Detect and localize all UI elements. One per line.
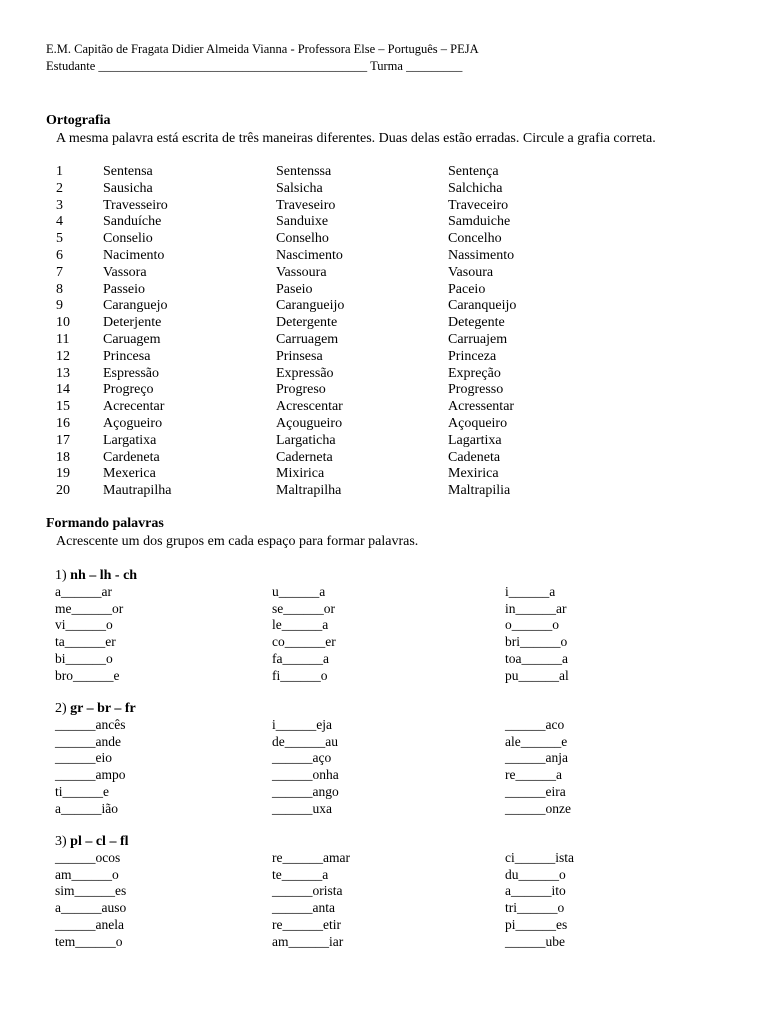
word-option-3[interactable]: Samduiche — [448, 214, 511, 230]
word-option-3[interactable]: Paceio — [448, 281, 486, 297]
fill-in-word[interactable]: ______anja — [505, 750, 568, 766]
ortografia-row — [0, 282, 768, 299]
ortografia-row — [0, 416, 768, 433]
fill-in-word[interactable]: tem______o — [55, 933, 123, 949]
ortografia-row — [0, 382, 768, 399]
row-number: 4 — [56, 214, 63, 230]
word-option-1[interactable]: Travesseiro — [103, 197, 168, 213]
row-number: 2 — [56, 180, 63, 196]
ortografia-row — [0, 366, 768, 383]
word-option-3[interactable]: Acressentar — [448, 399, 515, 415]
word-option-1[interactable]: Deterjente — [103, 315, 162, 331]
row-number: 8 — [56, 281, 63, 297]
fill-in-word[interactable]: a______ito — [505, 883, 566, 899]
group-title — [55, 701, 136, 717]
row-number: 9 — [56, 298, 63, 314]
word-option-2[interactable]: Mixirica — [276, 466, 325, 482]
ortografia-row — [0, 248, 768, 265]
fill-row — [0, 784, 768, 801]
word-option-1[interactable]: Vassora — [103, 264, 147, 280]
fill-in-word[interactable]: ______ande — [55, 733, 121, 749]
ortografia-row — [0, 265, 768, 282]
fill-in-word[interactable]: de______au — [272, 733, 338, 749]
word-option-3[interactable]: Caranqueijo — [448, 298, 517, 314]
word-option-2[interactable]: Sanduixe — [276, 214, 329, 230]
word-option-1[interactable]: Passeio — [103, 281, 145, 297]
fill-in-word[interactable]: a______auso — [55, 900, 127, 916]
fill-row — [0, 734, 768, 751]
group-letters: pl – cl – fl — [70, 834, 129, 849]
word-option-2[interactable]: Nascimento — [276, 248, 343, 263]
fill-row — [0, 917, 768, 934]
fill-in-word[interactable]: ______anela — [55, 916, 124, 932]
fill-row — [0, 601, 768, 618]
fill-in-word[interactable]: a______ar — [55, 584, 112, 599]
fill-row — [0, 883, 768, 900]
fill-in-word[interactable]: ______onha — [272, 767, 339, 783]
fill-in-word[interactable]: co______er — [272, 634, 336, 650]
word-option-1[interactable]: Açogueiro — [103, 416, 163, 431]
word-option-2[interactable]: Vassoura — [276, 264, 327, 280]
formando-instruction: Acrescente um dos grupos em cada espaço para formar palavras. — [56, 534, 419, 549]
row-number: 1 — [56, 164, 63, 179]
ortografia-row — [0, 450, 768, 467]
fill-row — [0, 767, 768, 784]
word-option-2[interactable]: Salsicha — [276, 180, 323, 196]
ortografia-row — [0, 231, 768, 248]
fill-row — [0, 900, 768, 917]
fill-in-word[interactable]: ______anta — [272, 900, 335, 916]
row-number: 11 — [56, 332, 70, 347]
fill-in-word[interactable]: o______o — [505, 617, 559, 633]
word-option-1[interactable]: Largatixa — [103, 432, 157, 448]
fill-in-word[interactable]: ______ube — [505, 933, 565, 949]
ortografia-row — [0, 433, 768, 450]
ortografia-row — [0, 315, 768, 332]
word-option-1[interactable]: Espressão — [103, 365, 159, 381]
ortografia-row — [0, 332, 768, 349]
fill-in-word[interactable]: i______a — [505, 584, 556, 599]
word-option-3[interactable]: Cadeneta — [448, 449, 501, 465]
fill-in-word[interactable]: am______iar — [272, 933, 344, 949]
ortografia-row — [0, 483, 768, 500]
fill-in-word[interactable]: bri______o — [505, 634, 568, 650]
word-option-2[interactable]: Traveseiro — [276, 197, 336, 213]
word-option-2[interactable]: Carruagem — [276, 332, 339, 347]
fill-in-word[interactable]: ______ampo — [55, 767, 126, 783]
word-option-1[interactable]: Progreço — [103, 382, 154, 398]
fill-row — [0, 651, 768, 668]
fill-in-word[interactable]: vi______o — [55, 617, 113, 633]
row-number: 6 — [56, 248, 63, 263]
school-header: E.M. Capitão de Fragata Didier Almeida Vianna - Professora Else – Português – PEJA — [46, 42, 479, 56]
row-number: 19 — [56, 466, 70, 482]
word-option-1[interactable]: Princesa — [103, 348, 151, 364]
group-number: 2) — [55, 701, 71, 716]
fill-in-word[interactable]: ______eira — [505, 783, 566, 799]
group-number: 3) — [55, 834, 71, 849]
row-number: 17 — [56, 432, 70, 448]
fill-in-word[interactable]: ci______ista — [505, 850, 574, 865]
word-option-2[interactable]: Carangueijo — [276, 298, 345, 314]
student-line: Estudante ___________________________________________ Turma _________ — [46, 59, 463, 73]
fill-in-word[interactable]: se______or — [272, 600, 335, 616]
word-option-2[interactable]: Expressão — [276, 365, 334, 381]
group-title — [55, 834, 129, 850]
word-option-3[interactable]: Sentença — [448, 164, 499, 179]
row-number: 20 — [56, 483, 70, 499]
word-option-1[interactable]: Nacimento — [103, 248, 165, 263]
word-option-3[interactable]: Carruajem — [448, 332, 508, 347]
word-option-1[interactable]: Acrecentar — [103, 399, 165, 415]
fill-in-word[interactable]: sim______es — [55, 883, 127, 899]
word-option-2[interactable]: Caderneta — [276, 449, 333, 465]
fill-in-word[interactable]: bro______e — [55, 667, 120, 683]
group-number: 1) — [55, 568, 71, 583]
group-letters: nh – lh - ch — [70, 568, 138, 583]
fill-in-word[interactable]: ______orista — [272, 883, 343, 899]
word-option-1[interactable]: Conselio — [103, 231, 153, 247]
fill-in-word[interactable]: pi______es — [505, 916, 568, 932]
fill-row — [0, 584, 768, 601]
fill-in-word[interactable]: ______aco — [505, 717, 565, 732]
ortografia-row — [0, 214, 768, 231]
word-option-2[interactable]: Paseio — [276, 281, 313, 297]
fill-in-word[interactable]: bi______o — [55, 650, 113, 666]
fill-in-word[interactable]: re______amar — [272, 850, 350, 865]
word-option-2[interactable]: Acrescentar — [276, 399, 343, 415]
word-option-1[interactable]: Caranguejo — [103, 298, 168, 314]
fill-in-word[interactable]: fa______a — [272, 650, 329, 666]
word-option-3[interactable]: Açoqueiro — [448, 416, 508, 431]
word-option-3[interactable]: Expreção — [448, 365, 501, 381]
fill-row — [0, 934, 768, 951]
fill-row — [0, 801, 768, 818]
fill-in-word[interactable]: re______a — [505, 767, 562, 783]
fill-in-word[interactable]: a______ião — [55, 800, 118, 816]
fill-in-word[interactable]: ______ancês — [55, 717, 126, 732]
word-option-2[interactable]: Prinsesa — [276, 348, 323, 364]
fill-row — [0, 850, 768, 867]
group-title — [55, 568, 137, 584]
ortografia-row — [0, 298, 768, 315]
fill-in-word[interactable]: te______a — [272, 866, 329, 882]
word-option-1[interactable]: Caruagem — [103, 332, 161, 347]
word-option-3[interactable]: Vasoura — [448, 264, 494, 280]
ortografia-instruction: A mesma palavra está escrita de três maneiras diferentes. Duas delas estão erradas. Circule a grafia correta. — [56, 131, 656, 146]
row-number: 10 — [56, 315, 70, 331]
word-option-3[interactable]: Progresso — [448, 382, 504, 398]
word-option-3[interactable]: Lagartixa — [448, 432, 502, 448]
fill-row — [0, 867, 768, 884]
fill-in-word[interactable]: ale______e — [505, 733, 568, 749]
fill-in-word[interactable]: am______o — [55, 866, 119, 882]
word-option-3[interactable]: Maltrapilia — [448, 483, 511, 499]
fill-in-word[interactable]: tri______o — [505, 900, 565, 916]
row-number: 16 — [56, 416, 70, 431]
word-option-2[interactable]: Progreso — [276, 382, 326, 398]
fill-in-word[interactable]: du______o — [505, 866, 566, 882]
row-number: 15 — [56, 399, 70, 415]
fill-in-word[interactable]: ti______e — [55, 783, 109, 799]
fill-in-word[interactable]: u______a — [272, 584, 326, 599]
word-option-2[interactable]: Largaticha — [276, 432, 336, 448]
group-letters: gr – br – fr — [70, 701, 136, 716]
fill-in-word[interactable]: ta______er — [55, 634, 116, 650]
fill-in-word[interactable]: pu______al — [505, 667, 569, 683]
word-option-1[interactable]: Sanduíche — [103, 214, 162, 230]
word-option-2[interactable]: Detergente — [276, 315, 338, 331]
word-option-1[interactable]: Cardeneta — [103, 449, 160, 465]
word-option-3[interactable]: Concelho — [448, 231, 502, 247]
section-title-formando: Formando palavras — [46, 516, 164, 531]
row-number: 14 — [56, 382, 70, 398]
fill-row — [0, 617, 768, 634]
fill-in-word[interactable]: re______etir — [272, 916, 341, 932]
ortografia-row — [0, 399, 768, 416]
ortografia-row — [0, 181, 768, 198]
fill-in-word[interactable]: toa______a — [505, 650, 568, 666]
word-option-2[interactable]: Açougueiro — [276, 416, 343, 431]
fill-in-word[interactable]: ______onze — [505, 800, 571, 816]
fill-in-word[interactable]: ______aço — [272, 750, 332, 766]
word-option-3[interactable]: Nassimento — [448, 248, 515, 263]
word-option-1[interactable]: Sausicha — [103, 180, 153, 196]
word-option-2[interactable]: Conselho — [276, 231, 329, 247]
word-option-1[interactable]: Sentensa — [103, 164, 153, 179]
fill-in-word[interactable]: i______eja — [272, 717, 332, 732]
word-option-2[interactable]: Sentenssa — [276, 164, 332, 179]
fill-in-word[interactable]: in______ar — [505, 600, 567, 616]
fill-in-word[interactable]: ______eio — [55, 750, 112, 766]
word-option-3[interactable]: Detegente — [448, 315, 505, 331]
row-number: 7 — [56, 264, 63, 280]
row-number: 12 — [56, 348, 70, 364]
fill-row — [0, 717, 768, 734]
fill-in-word[interactable]: ______ocos — [55, 850, 121, 865]
section-title-ortografia: Ortografia — [46, 113, 111, 128]
fill-row — [0, 668, 768, 685]
fill-row — [0, 750, 768, 767]
row-number: 18 — [56, 449, 70, 465]
ortografia-row — [0, 198, 768, 215]
word-option-3[interactable]: Princeza — [448, 348, 497, 364]
word-option-3[interactable]: Traveceiro — [448, 197, 509, 213]
fill-in-word[interactable]: ______ango — [272, 783, 339, 799]
fill-in-word[interactable]: ______uxa — [272, 800, 332, 816]
ortografia-row — [0, 466, 768, 483]
ortografia-row — [0, 164, 768, 181]
word-option-2[interactable]: Maltrapilha — [276, 483, 342, 499]
ortografia-row — [0, 349, 768, 366]
fill-in-word[interactable]: me______or — [55, 600, 124, 616]
word-option-1[interactable]: Mautrapilha — [103, 483, 172, 499]
row-number: 13 — [56, 365, 70, 381]
row-number: 3 — [56, 197, 63, 213]
word-option-1[interactable]: Mexerica — [103, 466, 156, 482]
fill-in-word[interactable]: fi______o — [272, 667, 328, 683]
fill-in-word[interactable]: le______a — [272, 617, 329, 633]
word-option-3[interactable]: Salchicha — [448, 180, 503, 196]
fill-row — [0, 634, 768, 651]
word-option-3[interactable]: Mexirica — [448, 466, 499, 482]
row-number: 5 — [56, 231, 63, 247]
